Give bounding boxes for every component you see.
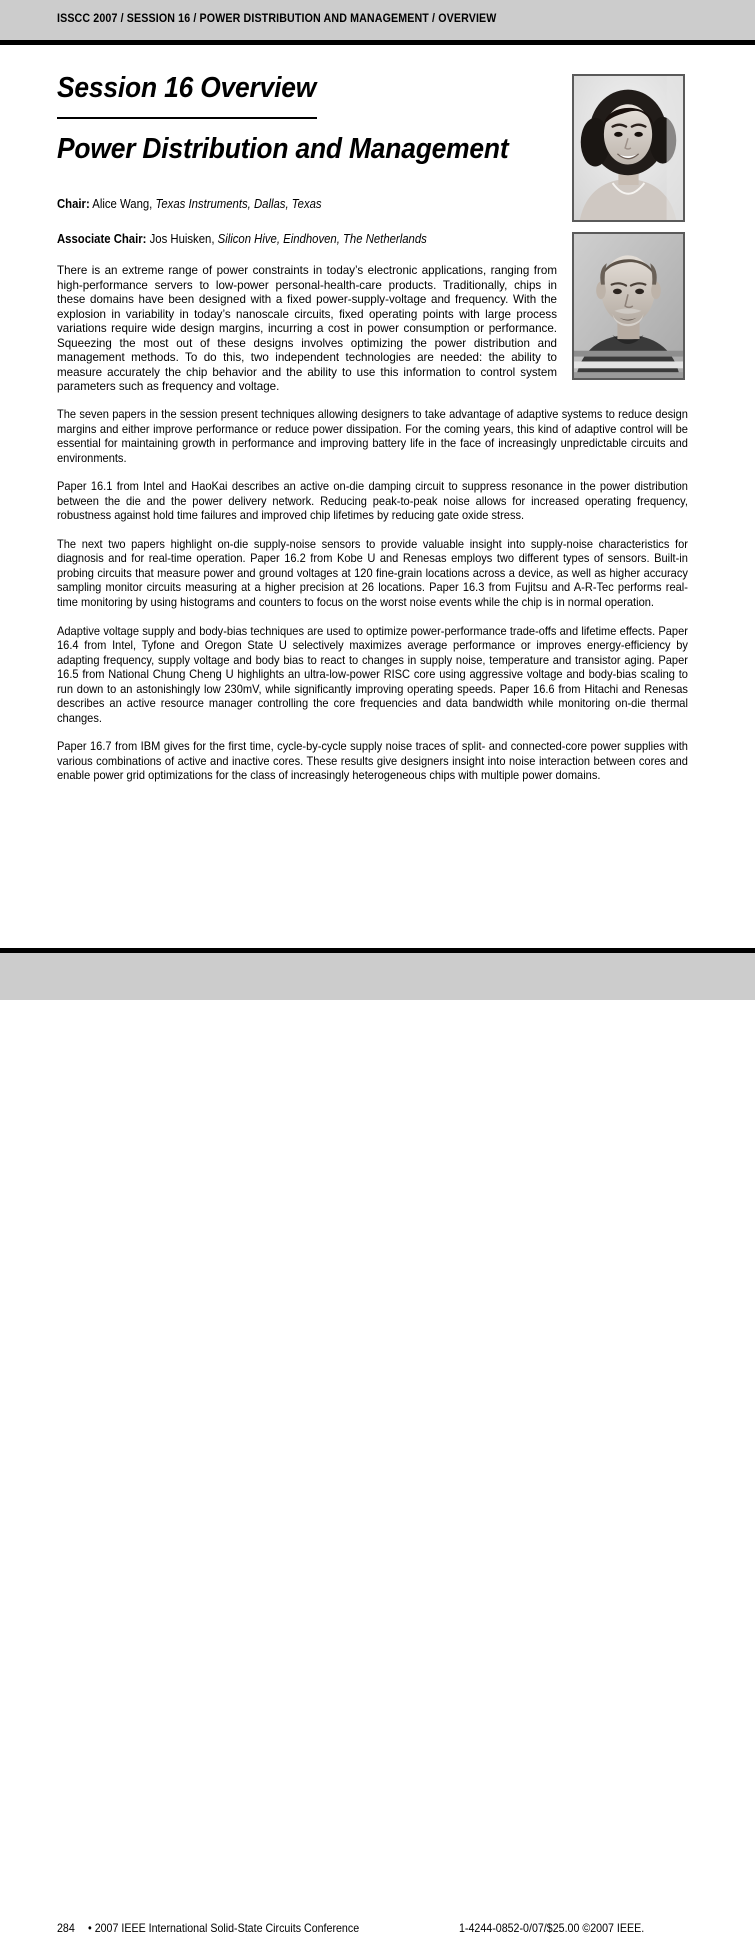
chair-name: Alice Wang, <box>89 197 156 211</box>
paragraph: The next two papers highlight on-die supply-noise sensors to provide valuable insight into supply-noise characteristics for diagnosis and for real-time operation. Paper 16.2 from Kobe U and Renesas employs two different types of sensors. Built-in probing circuits that measure power and ground voltages at 120 fine-grain locations across a device, as well as higher accuracy sampling monitor circuits measuring at a higher precision at 26 locations. Paper 16.3 from Fujitsu and A-R-Tec performs real-time monitoring by using histograms and counters to focus on the worst noise events while the chip is in normal operation. <box>57 537 688 610</box>
footer-isbn: 1-4244-0852-0/07/$25.00 ©2007 IEEE. <box>459 1922 645 1935</box>
associate-chair-label: Associate Chair: <box>57 232 147 247</box>
paragraph: There is an extreme range of power constraints in today’s electronic applications, ranging from high-performance servers to low-power personal-health-care products. Traditionally, chips in these domains have been designed with a fixed power-supply-voltage and frequency. With the explosion in variability in today’s nanoscale circuits, fixed operating points with large process variations require wide design margins, incurring a cost in power consumption or performance. Squeezing the most out of these designs involves optimizing the power distribution and management methods. To do this, two independent technologies are needed: the ability to measure accurately the chip behavior and the ability to use this information to control system parameters such as frequency and voltage. <box>57 264 557 394</box>
chair-label: Chair: <box>57 197 90 211</box>
paragraph: Paper 16.7 from IBM gives for the first time, cycle-by-cycle supply noise traces of split- and connected-core power supplies with various combinations of active and inactive cores. These results give designers insight into noise interaction between cores and enable power grid optimizations for the class of increasingly heterogeneous chips with multiple power domains. <box>57 740 688 783</box>
running-head-rule <box>0 40 755 45</box>
page-number: 284 <box>57 1922 75 1935</box>
associate-chair-name: Jos Huisken, <box>146 232 218 247</box>
footer-conference-name: • 2007 IEEE International Solid-State Circuits Conference <box>88 1922 360 1935</box>
running-head-text: ISSCC 2007 / SESSION 16 / POWER DISTRIBUTION AND MANAGEMENT / OVERVIEW <box>57 11 497 25</box>
paragraph: Paper 16.1 from Intel and HaoKai describes an active on-die damping circuit to suppress resonance in the power distribution between the die and the power delivery network. Reducing peak-to-peak noise allows for increased operating frequency, robustness against hold time failures and improved chip lifetimes by reducing gate oxide stress. <box>57 480 688 523</box>
body-text-block <box>57 408 688 784</box>
associate-chair-affiliation: Silicon Hive, Eindhoven, The Netherlands <box>217 232 427 247</box>
chair-affiliation: Texas Instruments, Dallas, Texas <box>155 197 322 211</box>
portrait-photo-chair-image <box>574 76 683 220</box>
title-divider <box>57 117 317 119</box>
chair-line <box>57 197 625 211</box>
photo-text-wrap-spacer <box>557 264 688 390</box>
portrait-photo-chair <box>572 74 685 222</box>
paragraph: Adaptive voltage supply and body-bias techniques are used to optimize power-performance trade-offs and lifetime effects. Paper 16.4 from Intel, Tyfone and Oregon State U selectively maximizes average performance or improves energy-efficiency by adapting frequency, supply voltage and body bias to react to changes in supply noise, temperature and transistor aging. Paper 16.5 from National Chung Cheng U highlights an ultra-low-power RISC core using aggressive voltage and body-bias scaling to run down to an astonishingly low 230mV, while significantly improving operating speeds. Paper 16.6 from Hitachi and Renesas describes an active resource manager controlling the core frequencies and data bandwidth while monitoring on-die thermal changes. <box>57 624 688 725</box>
session-subject: Power Distribution and Management <box>57 133 509 165</box>
footer-band <box>0 953 755 1935</box>
running-head-band <box>0 0 755 40</box>
page-title: Session 16 Overview <box>57 72 317 104</box>
associate-chair-line <box>57 232 625 246</box>
paragraph: The seven papers in the session present techniques allowing designers to take advantage of adaptive systems to reduce design margins and either improve performance or reduce power dissipation. For the coming years, this kind of adaptive control will be essential for maintaining growth in performance and improving battery life in the face of increasingly unpredictable circuits and environments. <box>57 408 688 465</box>
intro-paragraph-block <box>57 264 688 395</box>
